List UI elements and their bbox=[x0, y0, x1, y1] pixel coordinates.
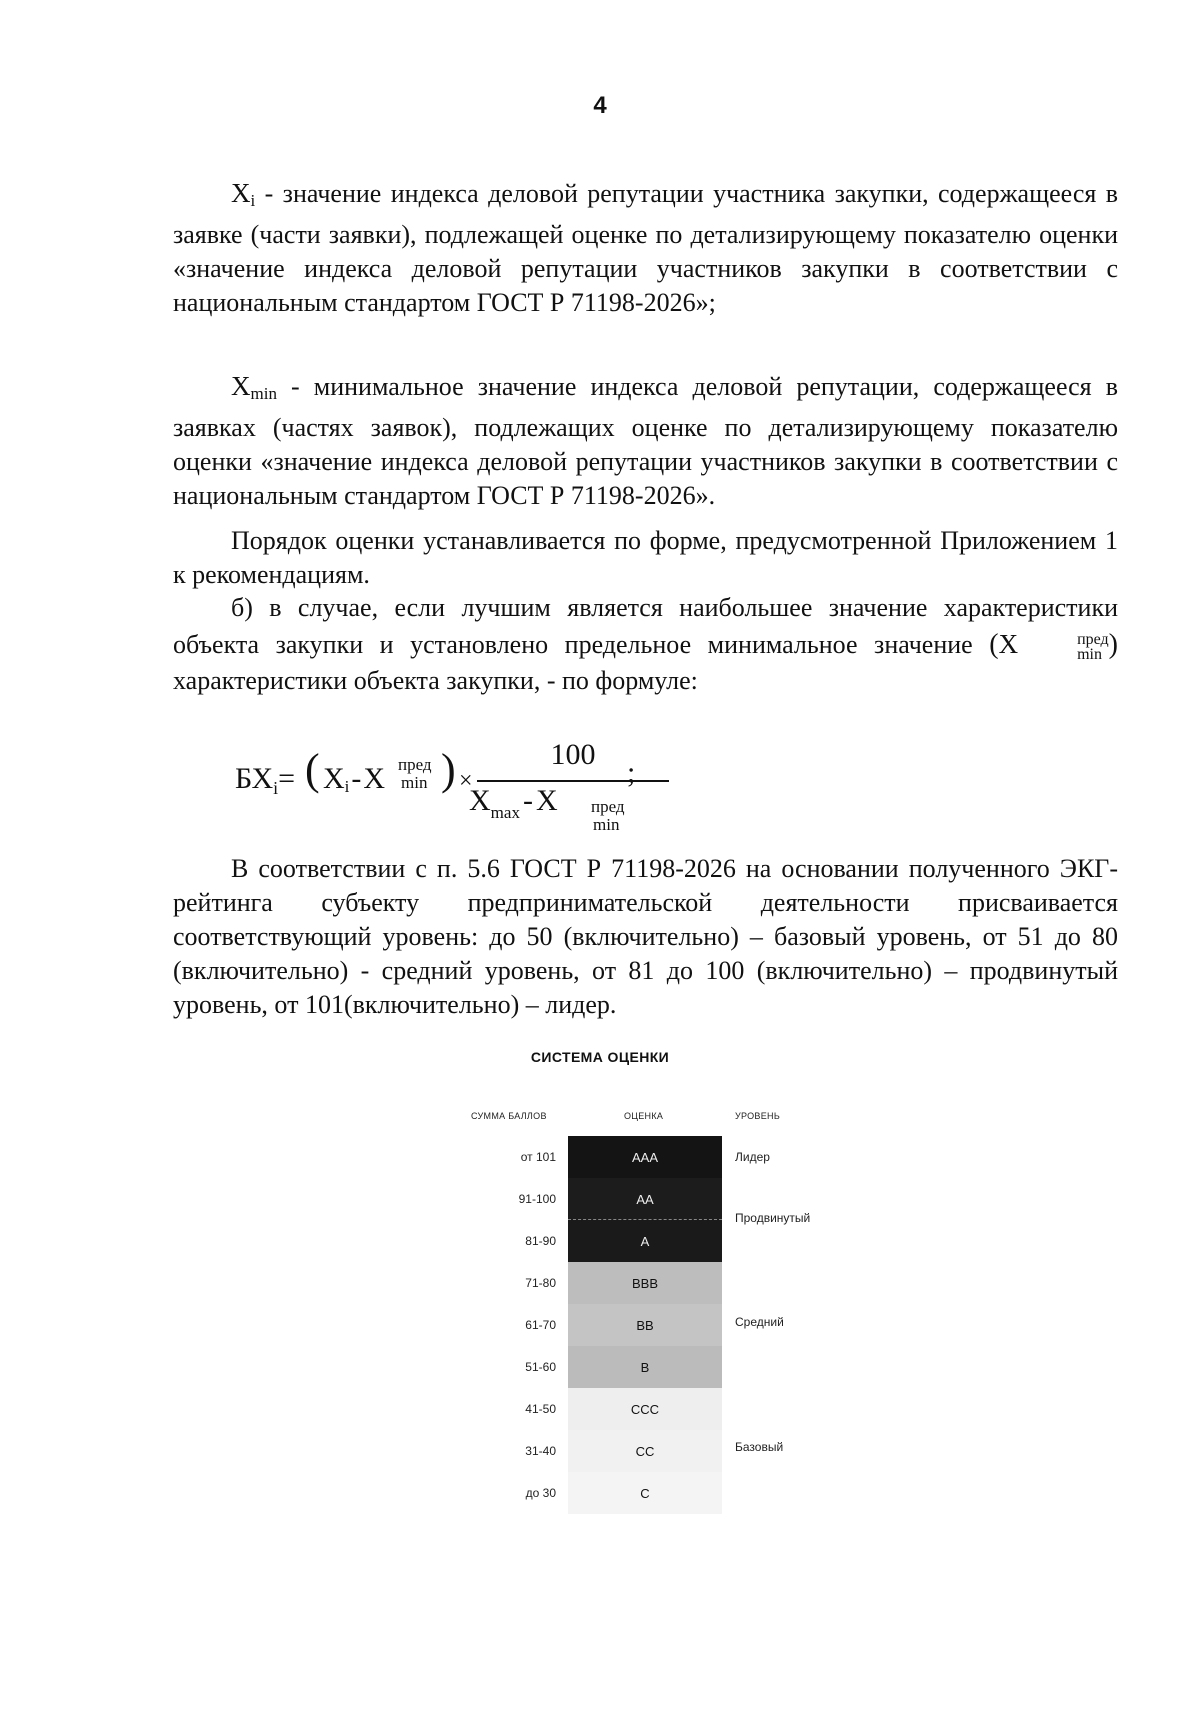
formula-den-x: X bbox=[469, 784, 491, 817]
paragraph-xmin-definition bbox=[173, 369, 1118, 513]
level-advanced: Продвинутый bbox=[735, 1211, 811, 1225]
grade-band bbox=[568, 1262, 722, 1304]
paragraph-case-b bbox=[173, 590, 1118, 699]
formula-equals: = bbox=[278, 762, 296, 795]
paragraph-text: В соответствии с п. 5.6 ГОСТ Р 71198-2026 на основании полученного ЭКГ-рейтинга субъекту предпринимательской деятельности присваивается соответствующий уровень: до 50 (включительно) – базовый уровень, от 51 до 80 (включительно) - средний уровень, от 81 до 100 (включительно) – продвинутый уровень, от 101(включительно) – лидер. bbox=[173, 854, 1118, 1019]
score-range: до 30 bbox=[525, 1486, 556, 1500]
grade-band bbox=[568, 1346, 722, 1388]
super-sub-stack bbox=[1019, 632, 1109, 662]
grade-label: BBB bbox=[631, 1275, 658, 1291]
level-middle: Средний bbox=[735, 1315, 784, 1329]
subscript-i: i bbox=[250, 191, 256, 210]
grade-label: CCC bbox=[630, 1401, 660, 1417]
formula-den-sup-pred: пред bbox=[591, 797, 625, 816]
formula-den-minus: - bbox=[522, 784, 533, 817]
paragraph-levels bbox=[173, 852, 1118, 1022]
grade-label: C bbox=[640, 1485, 650, 1501]
score-range: 31-40 bbox=[525, 1444, 556, 1458]
formula-open-paren: ( bbox=[305, 745, 320, 794]
formula-bx: БХ bbox=[235, 762, 274, 795]
score-range: 61-70 bbox=[525, 1318, 556, 1332]
formula-close-paren: ) bbox=[441, 745, 456, 794]
grade-label: A bbox=[640, 1233, 650, 1249]
column-header-grade: ОЦЕНКА bbox=[624, 1111, 664, 1121]
level-basic: Базовый bbox=[735, 1440, 784, 1454]
paragraph-text: б) в случае, если лучшим является наибольшее значение характеристики объекта закупки и установлено предельное минимальное значение bbox=[173, 593, 1118, 659]
open-paren: ( bbox=[989, 629, 999, 660]
score-range: 51-60 bbox=[525, 1360, 556, 1374]
grade-label: CC bbox=[635, 1443, 655, 1459]
subscript-min: min bbox=[250, 384, 277, 403]
rating-system-title: СИСТЕМА ОЦЕНКИ bbox=[530, 1049, 670, 1065]
fraction-bar bbox=[477, 780, 669, 782]
score-range: 41-50 bbox=[525, 1402, 556, 1416]
formula-x-sub: i bbox=[344, 777, 350, 796]
page-number: 4 bbox=[593, 92, 607, 119]
subscript-min: min bbox=[1077, 646, 1102, 664]
symbol-x: X bbox=[231, 371, 251, 401]
column-header-score: СУММА БАЛЛОВ bbox=[471, 1111, 547, 1121]
formula-minus: - bbox=[351, 762, 362, 795]
grade-band bbox=[568, 1178, 722, 1220]
grade-label: AAA bbox=[631, 1149, 658, 1165]
paragraph-text: Порядок оценки устанавливается по форме, предусмотренной Приложением 1 к рекомендациям. bbox=[173, 526, 1118, 589]
grade-band bbox=[568, 1430, 722, 1472]
level-leader: Лидер bbox=[735, 1150, 770, 1164]
formula-numerator: 100 bbox=[550, 738, 596, 771]
formula-lhs bbox=[235, 762, 295, 799]
score-range: 71-80 bbox=[525, 1276, 556, 1290]
close-paren: ) bbox=[1108, 629, 1118, 660]
formula-x: X bbox=[323, 762, 345, 795]
score-range: от 101 bbox=[520, 1150, 556, 1164]
formula-x: X bbox=[363, 762, 386, 795]
grade-band bbox=[568, 1472, 722, 1514]
grade-label: B bbox=[640, 1359, 650, 1375]
paragraph-xi-definition bbox=[173, 176, 1118, 320]
formula-denominator bbox=[469, 784, 558, 823]
symbol-x: X bbox=[998, 629, 1019, 659]
grade-band bbox=[568, 1388, 722, 1430]
formula-lhs-sub: i bbox=[273, 778, 279, 798]
grade-band bbox=[568, 1220, 722, 1262]
formula-sup-pred: пред bbox=[398, 755, 432, 774]
formula-times: × bbox=[459, 768, 473, 794]
formula bbox=[235, 738, 675, 834]
paragraph-text: - минимальное значение индекса деловой репутации, содержащееся в заявках (частях заявок), подлежащих оценке по детализирующему показателю оценки «значение индекса деловой репутации участников закупки в соответствии с национальным стандартом ГОСТ Р 71198-2026». bbox=[173, 372, 1118, 510]
symbol-x: X bbox=[231, 178, 251, 208]
paragraph-text: характеристики объекта закупки, - по формуле: bbox=[173, 666, 698, 695]
formula-semicolon: ; bbox=[627, 756, 636, 789]
paragraph-procedure bbox=[173, 524, 1118, 592]
score-range: 91-100 bbox=[518, 1192, 556, 1206]
grade-label: AA bbox=[636, 1191, 654, 1207]
column-header-level: УРОВЕНЬ bbox=[735, 1111, 781, 1121]
formula-den-x: X bbox=[535, 784, 558, 817]
grade-band bbox=[568, 1304, 722, 1346]
superscript-pred: пред bbox=[1077, 631, 1109, 649]
dashed-divider bbox=[568, 1219, 722, 1220]
grade-label: BB bbox=[636, 1317, 654, 1333]
paragraph-text: - значение индекса деловой репутации участника закупки, содержащееся в заявке (части заявки), подлежащей оценке по детализирующему показателю оценки «значение индекса деловой репутации участников закупки в соответствии с национальным стандартом ГОСТ Р 71198-2026»; bbox=[173, 179, 1118, 317]
score-range: 81-90 bbox=[525, 1234, 556, 1248]
formula-sub-min: min bbox=[401, 773, 428, 792]
formula-den-max: max bbox=[490, 803, 520, 822]
formula-den-sub-min: min bbox=[593, 815, 620, 834]
formula-xi bbox=[323, 762, 385, 797]
grade-band bbox=[568, 1136, 722, 1178]
